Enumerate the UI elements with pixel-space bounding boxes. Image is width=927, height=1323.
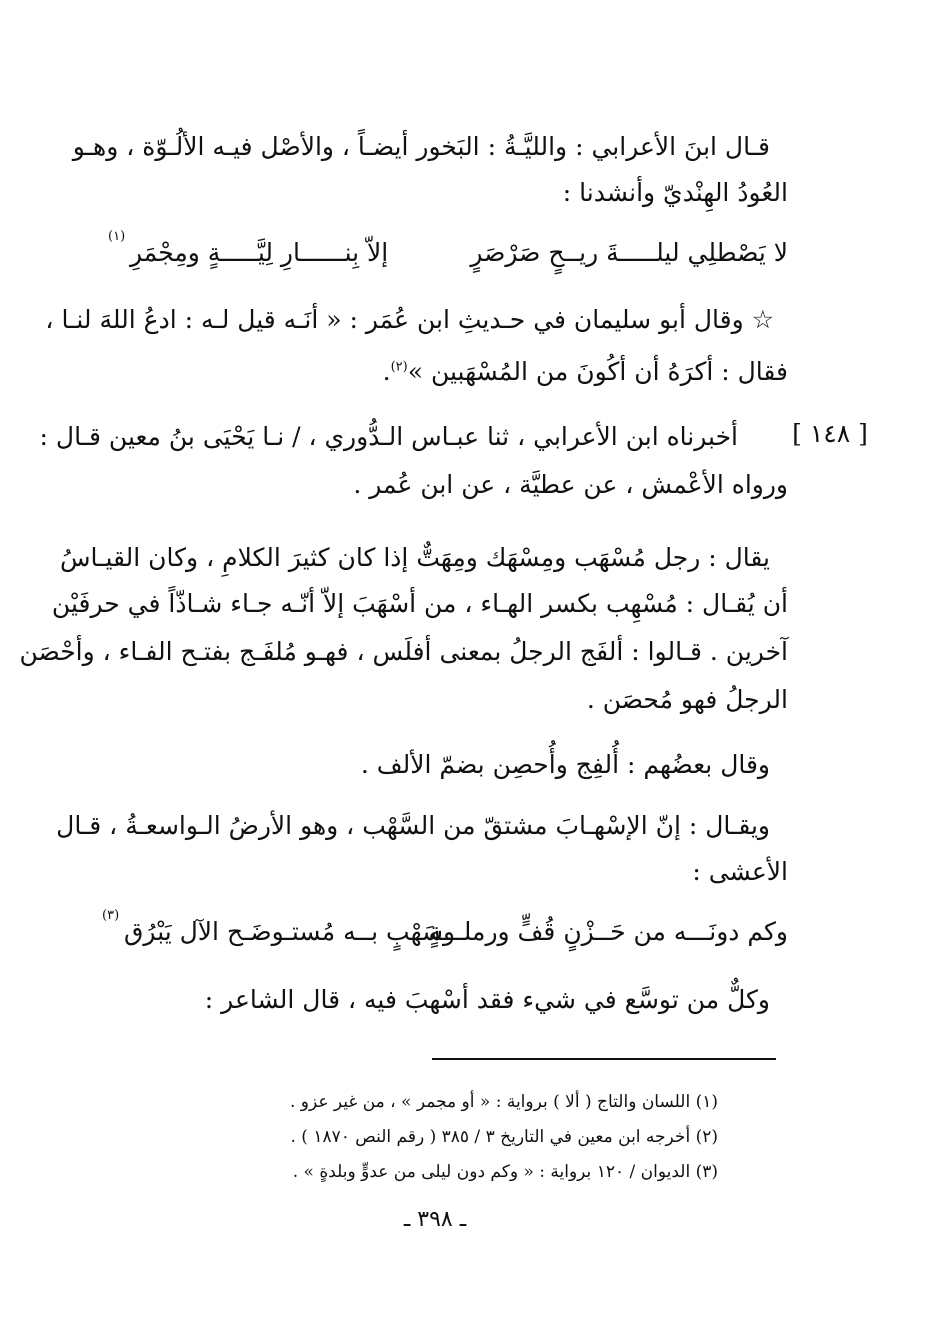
footnote-marker-2: (٢) [390, 359, 408, 375]
document-page: قـال ابنَ الأعرابي : والليَّـةُ : البَخور أيضـاً ، والأصْل فيـه الألُـوّة ، وهـو العُودُ الهِنْديّ وأنشدنا : لا يَصْطلِي ليلـــــةَ ريــحٍ صَرْصَرٍ إلاّ بِنــــــارِ لِيَّـــــةٍ ومِجْمَرِ (١) ☆ وقال أبو سليمان في حـديثِ ابن عُمَر : « أنَـه قيل لـه : ادعُ اللهَ لنـا ، فقال : أكرَهُ أن أكُونَ من المُسْهَبين »$^{(٢)}$. [ ١٤٨ ] أخبرناه ابن الأعرابي ، ثنا عبـاس الـدُّوري ، / نـا يَحْيَى بنُ معين قـال : ورواه الأعْمش ، عن عطيَّة ، عن ابن عُمر . يقال : رجل مُسْهَب ومِسْهَك ومِهَتٌّ إذا كان كثيرَ الكلامِ ، وكان القيـاسُ أن يُقـال : مُسْهِب بكسر الهـاء ، من أسْهَبَ إلاّ أنّـه جـاء شـاذّاً في حرفَيْن آخرين . قـالوا : ألفَج الرجلُ بمعنى أفلَس ، فهـو مُلفَـج بفتـح الفـاء ، وأحْصَن الرجلُ فهو مُحصَن . وقال بعضُهم : أُلفِج وأُحصِن بضمّ الألف . ويقـال : إنّ الإسْهـابَ مشتقّ من السَّهْب ، وهو الأرضُ الـواسعـةُ ، قـال الأعشى : وكم دونَـــه من حَــزْنٍ قُفٍّ ورملـــةٍ وسَهْبٍ بــه مُستـوضَـح الآل يَبْرُق (٣) وكلٌّ من توسَّع في شيء فقد أسْهبَ فيه ، قال الشاعر : (١) اللسان والتاج ( ألا ) برواية : « أو مجمر » ، من غير عزو . (٢) أخرجه ابن معين في التاريخ ٣ / ٣٨٥ ( رقم النص ١٨٧٠ ) . (٣) الديوان / ١٢٠ برواية : « وكم دون ليلى من عدوٍّ وبلدةٍ » . ـ ٣٩٨ ـ [0, 0, 927, 1323]
paragraph-4-line-2: أن يُقـال : مُسْهِب بكسر الهـاء ، من أسْهَبَ إلاّ أنّـه جـاء شـاذّاً في حرفَيْن [51, 589, 788, 618]
verse-1-left-hemistich: إلاّ بِنــــــارِ لِيَّـــــةٍ ومِجْمَرِ [130, 238, 389, 267]
footnote-3: (٣) الديوان / ١٢٠ برواية : « وكم دون ليلى من عدوٍّ وبلدةٍ » . [292, 1162, 718, 1182]
paragraph-2-line-2-end: . [382, 357, 391, 386]
paragraph-1-line-2: العُودُ الهِنْديّ وأنشدنا : [562, 178, 788, 207]
verse-1-right-hemistich: لا يَصْطلِي ليلـــــةَ ريــحٍ صَرْصَرٍ [470, 238, 788, 267]
footnote-2: (٢) أخرجه ابن معين في التاريخ ٣ / ٣٨٥ ( رقم النص ١٨٧٠ ) . [290, 1127, 718, 1147]
paragraph-2-line-2-text: فقال : أكرَهُ أن أكُونَ من المُسْهَبين » [407, 357, 788, 386]
verse-2-right-hemistich: وكم دونَـــه من حَــزْنٍ قُفٍّ ورملـــةٍ [428, 917, 788, 946]
hadith-number-148: [ ١٤٨ ] [792, 419, 868, 448]
paragraph-3-line-2: ورواه الأعْمش ، عن عطيَّة ، عن ابن عُمر . [353, 470, 788, 499]
verse-2-left-hemistich: وسَهْبٍ بــه مُستـوضَـح الآل يَبْرُق [124, 917, 456, 946]
paragraph-2-line-1: ☆ وقال أبو سليمان في حـديثِ ابن عُمَر : « أنَـه قيل لـه : ادعُ اللهَ لنـا ، [45, 305, 774, 334]
paragraph-4-line-1: يقال : رجل مُسْهَب ومِسْهَك ومِهَتٌّ إذا كان كثيرَ الكلامِ ، وكان القيـاسُ [60, 543, 770, 572]
paragraph-6-line-1: ويقـال : إنّ الإسْهـابَ مشتقّ من السَّهْب ، وهو الأرضُ الـواسعـةُ ، قـال [56, 811, 770, 840]
paragraph-7-line-1: وكلٌّ من توسَّع في شيء فقد أسْهبَ فيه ، قال الشاعر : [204, 985, 770, 1014]
paragraph-6-line-2: الأعشى : [692, 857, 788, 886]
paragraph-4-line-4: الرجلُ فهو مُحصَن . [586, 685, 788, 714]
paragraph-2-line-2 [382, 352, 788, 392]
paragraph-3-line-1: أخبرناه ابن الأعرابي ، ثنا عبـاس الـدُّوري ، / نـا يَحْيَى بنُ معين قـال : [39, 422, 738, 451]
footnote-divider [432, 1058, 776, 1060]
paragraph-5-line-1: وقال بعضُهم : أُلفِج وأُحصِن بضمّ الألف . [360, 750, 770, 779]
paragraph-1-line-1: قـال ابنَ الأعرابي : والليَّـةُ : البَخور أيضـاً ، والأصْل فيـه الألُـوّة ، وهـو [72, 132, 770, 161]
page-number: ـ ٣٩٨ ـ [403, 1207, 467, 1232]
paragraph-4-line-3: آخرين . قـالوا : ألفَج الرجلُ بمعنى أفلَس ، فهـو مُلفَـج بفتـح الفـاء ، وأحْصَن [19, 637, 788, 666]
footnote-1: (١) اللسان والتاج ( ألا ) برواية : « أو مجمر » ، من غير عزو . [289, 1092, 718, 1112]
